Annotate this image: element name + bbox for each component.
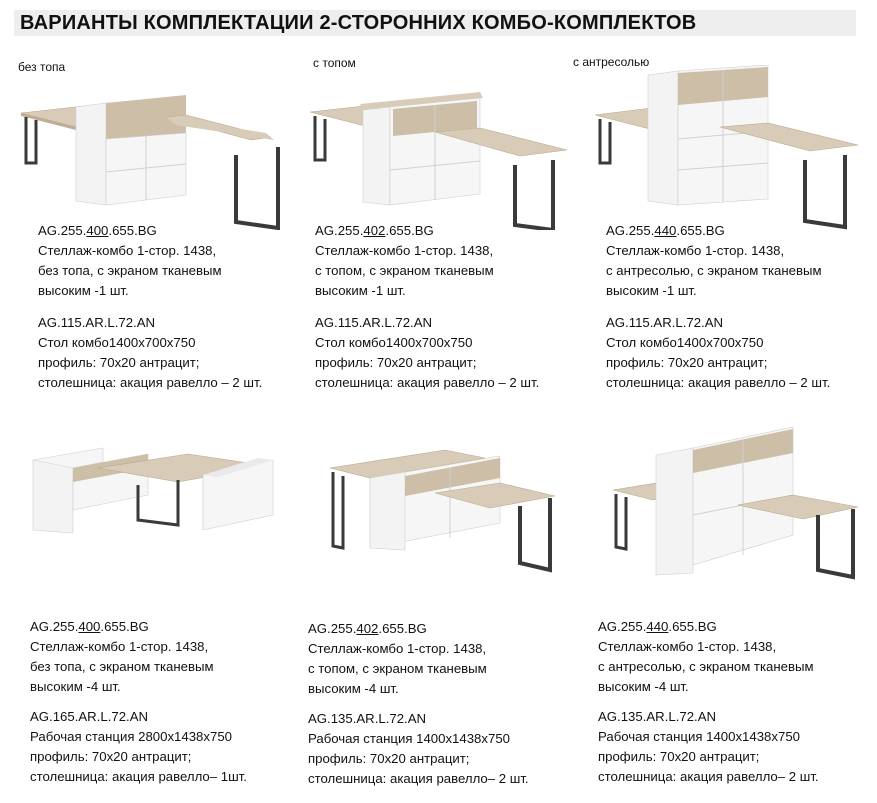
shelf-code: AG.255.400.655.BG xyxy=(38,223,157,238)
shelf-desc-line: без топа, с экраном тканевым xyxy=(38,263,222,278)
spec-block-workstation-with-top xyxy=(308,619,529,789)
shelf-desc-line: высоким -1 шт. xyxy=(606,283,697,298)
shelf-desc-line: с антресолью, с экраном тканевым xyxy=(598,659,814,674)
table-code: AG.135.AR.L.72.AN xyxy=(308,711,427,726)
desk-shelf-no-top-illustration xyxy=(16,95,286,230)
table-desc-line: столешница: акация равелло– 2 шт. xyxy=(308,771,529,786)
shelf-desc-line: высоким -4 шт. xyxy=(308,681,399,696)
shelf-code: AG.255.440.655.BG xyxy=(598,619,717,634)
table-desc-line: Рабочая станция 2800х1438х750 xyxy=(30,729,232,744)
shelf-desc-line: Стеллаж-комбо 1-стор. 1438, xyxy=(598,639,777,654)
workstation-with-top-illustration xyxy=(325,438,560,573)
shelf-desc-line: с топом, с экраном тканевым xyxy=(315,263,494,278)
variant-label-no-top: без топа xyxy=(18,60,66,74)
spec-block-workstation-with-mezzanine xyxy=(598,617,819,787)
variant-label-with-mezzanine: с антресолью xyxy=(573,55,650,69)
shelf-desc-line: Стеллаж-комбо 1-стор. 1438, xyxy=(315,243,494,258)
desk-shelf-with-mezzanine-illustration xyxy=(590,65,865,230)
spec-block-no-top xyxy=(38,221,262,393)
page-title: ВАРИАНТЫ КОМПЛЕКТАЦИИ 2-СТОРОННИХ КОМБО-КОМПЛЕКТОВ xyxy=(20,12,697,34)
shelf-code: AG.255.402.655.BG xyxy=(308,621,427,636)
spec-block-workstation-no-top xyxy=(30,617,247,787)
table-desc-line: профиль: 70х20 антрацит; xyxy=(606,355,768,370)
workstation-with-mezzanine-illustration xyxy=(608,415,863,580)
spec-block-with-mezzanine xyxy=(606,221,830,393)
table-code: AG.115.AR.L.72.AN xyxy=(315,315,433,330)
shelf-desc-line: Стеллаж-комбо 1-стор. 1438, xyxy=(606,243,785,258)
shelf-code: AG.255.400.655.BG xyxy=(30,619,149,634)
table-desc-line: столешница: акация равелло– 2 шт. xyxy=(598,769,819,784)
workstation-no-top-illustration xyxy=(28,440,283,535)
shelf-desc-line: с антресолью, с экраном тканевым xyxy=(606,263,822,278)
table-desc-line: Рабочая станция 1400х1438х750 xyxy=(308,731,510,746)
table-desc-line: профиль: 70х20 антрацит; xyxy=(30,749,192,764)
desk-shelf-with-top-illustration xyxy=(305,90,575,230)
shelf-desc-line: без топа, с экраном тканевым xyxy=(30,659,214,674)
shelf-desc-line: высоким -1 шт. xyxy=(38,283,129,298)
shelf-desc-line: высоким -4 шт. xyxy=(30,679,121,694)
table-desc-line: столешница: акация равелло– 1шт. xyxy=(30,769,247,784)
table-desc-line: Рабочая станция 1400х1438х750 xyxy=(598,729,800,744)
spec-block-with-top xyxy=(315,221,539,393)
shelf-desc-line: высоким -1 шт. xyxy=(315,283,406,298)
table-desc-line: Стол комбо1400х700х750 xyxy=(315,335,473,350)
table-desc-line: профиль: 70х20 антрацит; xyxy=(315,355,477,370)
table-desc-line: столешница: акация равелло – 2 шт. xyxy=(38,375,263,390)
shelf-desc-line: Стеллаж-комбо 1-стор. 1438, xyxy=(308,641,487,656)
table-code: AG.135.AR.L.72.AN xyxy=(598,709,717,724)
table-desc-line: столешница: акация равелло – 2 шт. xyxy=(606,375,831,390)
table-desc-line: Стол комбо1400х700х750 xyxy=(38,335,196,350)
shelf-desc-line: высоким -4 шт. xyxy=(598,679,689,694)
table-desc-line: профиль: 70х20 антрацит; xyxy=(598,749,760,764)
shelf-code: AG.255.440.655.BG xyxy=(606,223,725,238)
table-desc-line: профиль: 70х20 антрацит; xyxy=(308,751,470,766)
table-code: AG.165.AR.L.72.AN xyxy=(30,709,149,724)
table-code: AG.115.AR.L.72.AN xyxy=(38,315,156,330)
shelf-desc-line: Стеллаж-комбо 1-стор. 1438, xyxy=(30,639,209,654)
shelf-desc-line: Стеллаж-комбо 1-стор. 1438, xyxy=(38,243,217,258)
variant-label-with-top: с топом xyxy=(313,56,356,70)
table-desc-line: профиль: 70х20 антрацит; xyxy=(38,355,200,370)
shelf-code: AG.255.402.655.BG xyxy=(315,223,434,238)
table-desc-line: Стол комбо1400х700х750 xyxy=(606,335,764,350)
shelf-desc-line: с топом, с экраном тканевым xyxy=(308,661,487,676)
table-code: AG.115.AR.L.72.AN xyxy=(606,315,724,330)
table-desc-line: столешница: акация равелло – 2 шт. xyxy=(315,375,540,390)
